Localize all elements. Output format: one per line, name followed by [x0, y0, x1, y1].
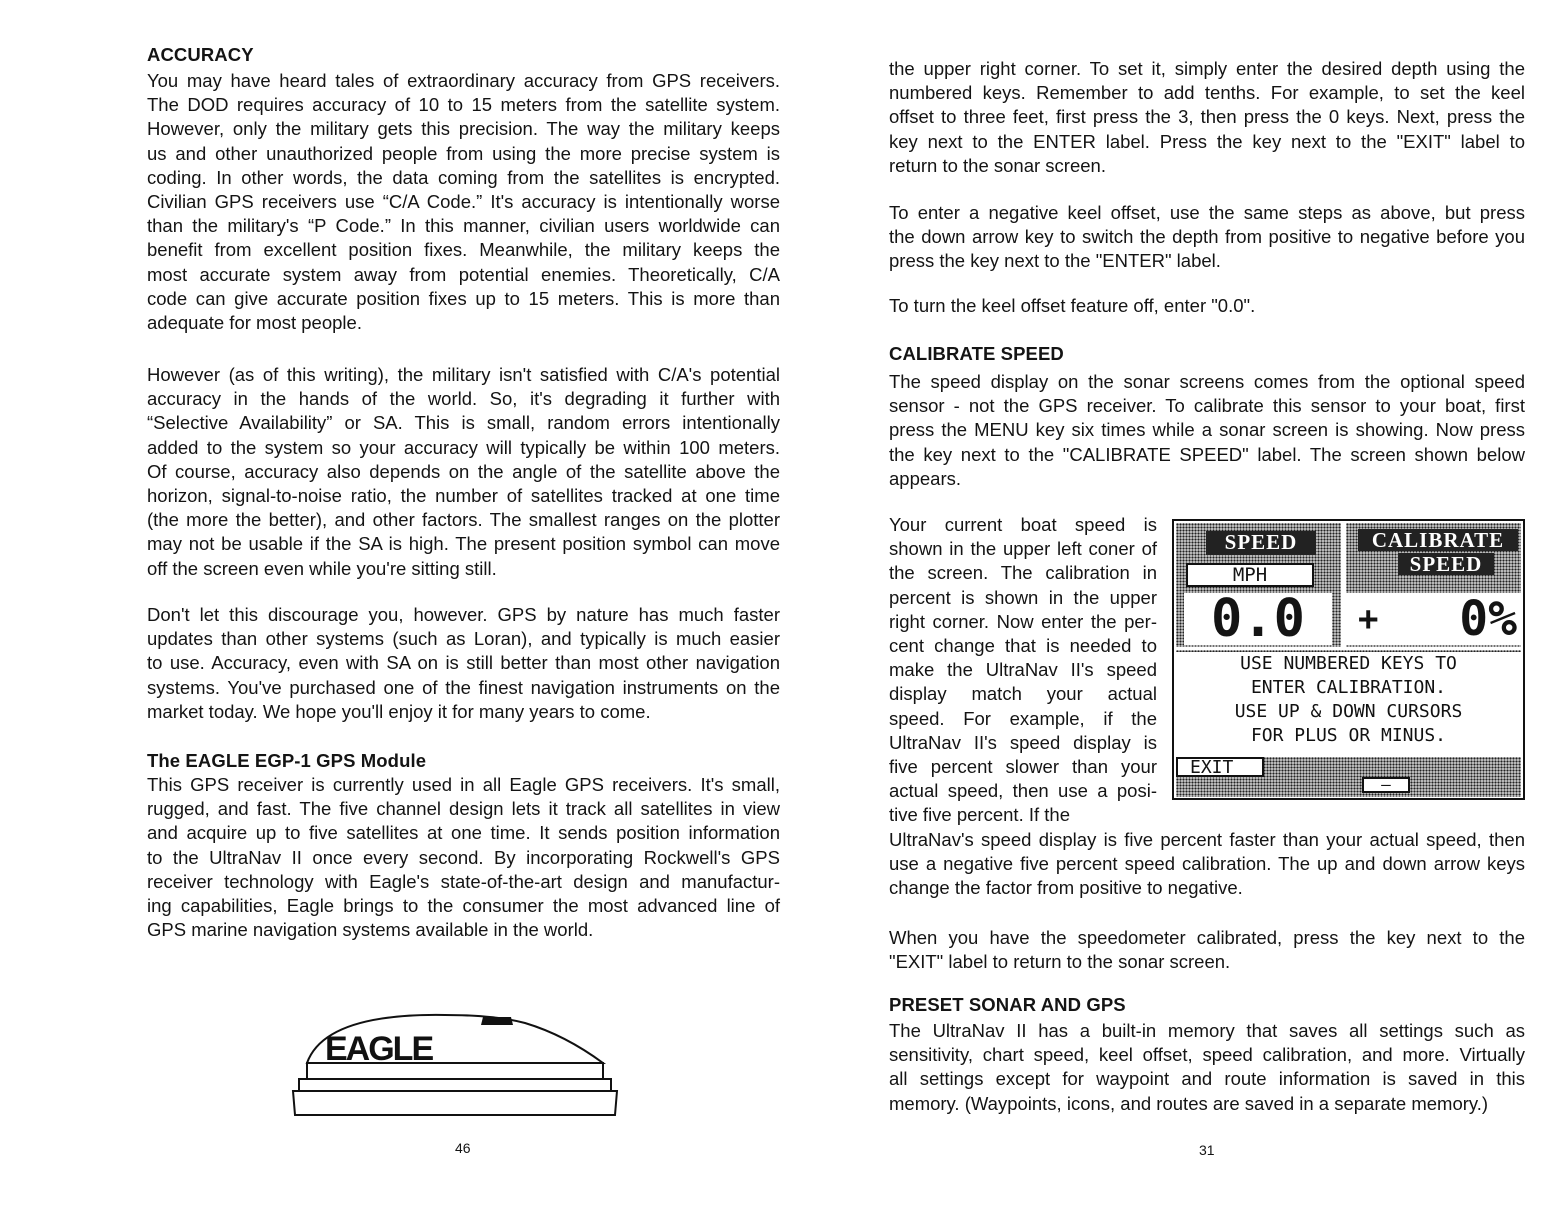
- calibrate-paragraph-2-narrow: [889, 513, 1157, 827]
- text-line: offset to three feet, first press the 3, then press the 0 keys. Next, press the: [889, 106, 1525, 128]
- instruction-line: USE UP & DOWN CURSORS: [1234, 701, 1463, 722]
- text-line: all settings except for waypoint and route information is saved in this: [889, 1068, 1525, 1090]
- instruction-text: [1176, 652, 1521, 754]
- text-line: off the screen even while you're sitting still.: [147, 557, 497, 579]
- softkey-bar: [1176, 757, 1521, 797]
- text-line: five percent slower than your: [889, 755, 1157, 777]
- accuracy-heading: ACCURACY: [147, 44, 254, 65]
- speed-value: 0.0: [1184, 593, 1332, 645]
- exit-softkey[interactable]: [1176, 757, 1264, 777]
- text-line: the down arrow key to switch the depth from positive to negative before you: [889, 226, 1525, 248]
- text-line: speed. For example, if the: [889, 707, 1157, 729]
- text-line: horizon, signal-to-noise ratio, the number of satellites tracked at one time: [147, 484, 780, 506]
- speed-unit-label: MPH: [1186, 563, 1314, 587]
- calibrate-paragraph-3: [889, 926, 1525, 974]
- text-line: UltraNav II's speed display is: [889, 731, 1157, 753]
- accuracy-paragraph-2: [147, 363, 780, 581]
- text-line: (the more the better), and other factors. The smallest ranges on the plotter: [147, 509, 780, 531]
- calibrate-title-line-1: CALIBRATE: [1358, 529, 1518, 551]
- calibrate-paragraph-1: [889, 370, 1525, 491]
- instruction-line: FOR PLUS OR MINUS.: [1250, 725, 1447, 746]
- text-line: to the UltraNav II once every second. By incorporating Rockwell's GPS: [147, 846, 780, 868]
- text-line: to use. Accuracy, even with SA on is still better than most other navigation: [147, 652, 780, 674]
- text-line: added to the system so your accuracy will typically be within 100 meters.: [147, 436, 780, 458]
- sign-indicator: +: [1358, 599, 1379, 639]
- text-line: than the military's “P Code.” In this manner, civilian users worldwide can: [147, 215, 780, 237]
- text-line: adequate for most people.: [147, 311, 362, 333]
- text-line: To enter a negative keel offset, use the same steps as above, but press: [889, 202, 1525, 223]
- left-page-number: 46: [455, 1140, 471, 1156]
- text-line: tive five percent. If the: [889, 804, 1070, 826]
- text-line: Don't let this discourage you, however. GPS by nature has much faster: [147, 604, 780, 625]
- text-line: cent change that is needed to: [889, 634, 1157, 656]
- keel-paragraph-1: [889, 57, 1525, 178]
- text-line: the key next to the "CALIBRATE SPEED" label. The screen shown below: [889, 443, 1525, 465]
- text-line: return to the sonar screen.: [889, 154, 1106, 176]
- text-line: accuracy in the hands of the world. So, it's degrading it further with: [147, 388, 780, 410]
- text-line: systems. You've purchased one of the finest navigation instruments on the: [147, 676, 780, 698]
- text-line: press the key next to the "ENTER" label.: [889, 250, 1221, 272]
- instruction-line: USE NUMBERED KEYS TO: [1240, 653, 1457, 674]
- text-line: numbered keys. Remember to add tenths. For example, to set the keel: [889, 82, 1525, 104]
- text-line: right corner. Now enter the per-: [889, 610, 1157, 632]
- preset-heading: PRESET SONAR AND GPS: [889, 994, 1126, 1015]
- text-line: appears.: [889, 467, 961, 489]
- text-line: updates than other systems (such as Loran), and typically is much easier: [147, 628, 780, 650]
- calibrate-title-line-2: SPEED: [1398, 553, 1494, 575]
- text-line: the upper right corner. To set it, simply enter the desired depth using the: [889, 58, 1525, 79]
- exit-label: EXIT: [1190, 757, 1234, 778]
- percent-value: 0%: [1459, 591, 1517, 647]
- accuracy-paragraph-1: [147, 69, 780, 335]
- text-line: Your current boat speed is: [889, 514, 1157, 535]
- right-page-number: 31: [1199, 1142, 1215, 1158]
- speed-title: SPEED: [1206, 531, 1316, 555]
- text-line: However (as of this writing), the military isn't satisfied with C/A's potential: [147, 364, 780, 385]
- text-line: code can give accurate position fixes up to 15 meters. This is more than: [147, 287, 780, 309]
- text-line: When you have the speedometer calibrated, press the key next to the: [889, 927, 1525, 948]
- eagle-logo: EAGLE: [325, 1030, 433, 1068]
- text-line: press the MENU key six times while a sonar screen is showing. Now press: [889, 419, 1525, 441]
- module-heading: The EAGLE EGP-1 GPS Module: [147, 750, 427, 771]
- text-line: "EXIT" label to return to the sonar screen.: [889, 951, 1231, 973]
- text-line: percent is shown in the upper: [889, 586, 1157, 608]
- text-line: ing capabilities, Eagle brings to the consumer the most advanced line of: [147, 894, 780, 916]
- text-line: and acquire up to five satellites at one time. It sends position information: [147, 822, 780, 844]
- minus-softkey[interactable]: [1362, 777, 1410, 793]
- text-line: receiver technology with Eagle's state-of-the-art design and manufactur-: [147, 870, 780, 892]
- gps-module-illustration: [285, 1005, 620, 1120]
- minus-label: –: [1381, 775, 1391, 794]
- calibrate-speed-screen: [1172, 519, 1525, 800]
- speed-panel: [1176, 523, 1341, 647]
- percent-box: [1346, 593, 1521, 645]
- text-line: Of course, accuracy also depends on the angle of the satellite above the: [147, 460, 780, 482]
- calibrate-panel: [1346, 523, 1521, 647]
- calibrate-heading: CALIBRATE SPEED: [889, 343, 1064, 364]
- text-line: display match your actual: [889, 683, 1157, 705]
- text-line: rugged, and fast. The five channel design lets it track all satellites in view: [147, 798, 780, 820]
- text-line: benefit from excellent position fixes. Meanwhile, the military keeps the: [147, 239, 780, 261]
- text-line: coding. In other words, the data coming from the satellites is encrypted.: [147, 166, 780, 188]
- accuracy-paragraph-3: [147, 603, 780, 724]
- text-line: use a negative five percent speed calibration. The up and down arrow keys: [889, 853, 1525, 875]
- text-line: This GPS receiver is currently used in all Eagle GPS receivers. It's small,: [147, 774, 780, 795]
- text-line: “Selective Availability” or SA. This is small, random errors intentionally: [147, 412, 780, 434]
- keel-paragraph-2: [889, 201, 1525, 274]
- keel-paragraph-3: [889, 294, 1525, 318]
- text-line: GPS marine navigation systems available in the world.: [147, 919, 594, 941]
- text-line: us and other unauthorized people from using the more precise system is: [147, 142, 780, 164]
- text-line: The DOD requires accuracy of 10 to 15 meters from the satellite system.: [147, 94, 780, 116]
- text-line: memory. (Waypoints, icons, and routes are saved in a separate memory.): [889, 1092, 1489, 1114]
- preset-paragraph: [889, 1019, 1525, 1116]
- text-line: The UltraNav II has a built-in memory that saves all settings such as: [889, 1020, 1525, 1041]
- text-line: change the factor from positive to negative.: [889, 877, 1243, 899]
- text-line: the screen. The calibration in: [889, 562, 1157, 584]
- text-line: You may have heard tales of extraordinary accuracy from GPS receivers.: [147, 70, 780, 91]
- calibrate-paragraph-2-wide: [889, 828, 1525, 901]
- instruction-line: ENTER CALIBRATION.: [1250, 677, 1447, 698]
- text-line: UltraNav's speed display is five percent faster than your actual speed, then: [889, 829, 1525, 850]
- text-line: actual speed, then use a posi-: [889, 780, 1157, 802]
- module-paragraph: [147, 773, 780, 942]
- text-line: The speed display on the sonar screens comes from the optional speed: [889, 371, 1525, 392]
- text-line: most accurate system away from potential enemies. Theoretically, C/A: [147, 263, 780, 285]
- text-line: To turn the keel offset feature off, enter "0.0".: [889, 295, 1256, 316]
- text-line: make the UltraNav II's speed: [889, 659, 1157, 681]
- text-line: However, only the military gets this precision. The way the military keeps: [147, 118, 780, 140]
- text-line: sensor - not the GPS receiver. To calibrate this sensor to your boat, first: [889, 395, 1525, 417]
- text-line: may not be usable if the SA is high. The present position symbol can move: [147, 533, 780, 555]
- text-line: sensitivity, chart speed, keel offset, speed calibration, and more. Virtually: [889, 1044, 1525, 1066]
- text-line: shown in the upper left coner of: [889, 538, 1157, 560]
- text-line: Civilian GPS receivers use “C/A Code.” It's accuracy is intentionally worse: [147, 190, 780, 212]
- text-line: key next to the ENTER label. Press the key next to the "EXIT" label to: [889, 130, 1525, 152]
- text-line: market today. We hope you'll enjoy it for many years to come.: [147, 700, 651, 722]
